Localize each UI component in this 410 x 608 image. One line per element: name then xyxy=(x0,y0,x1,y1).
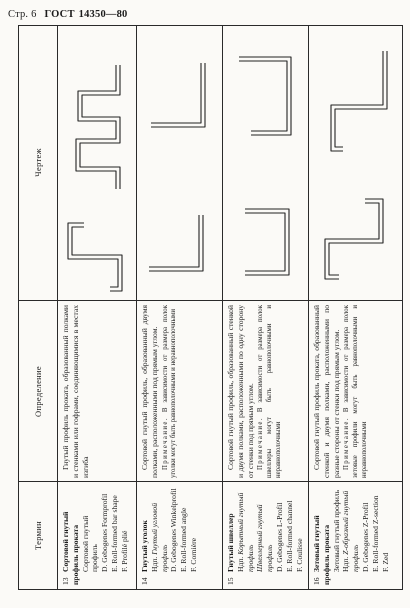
not-recommended-label: Ндп. xyxy=(235,556,245,572)
note-label: Примечание. xyxy=(343,417,351,470)
term-title: Гнутый швеллер xyxy=(226,513,235,572)
term-translation: E. Roll-formed angle xyxy=(179,507,189,572)
term-translation: E. Roll-formed bar shape xyxy=(109,495,119,572)
term-translation: D. Gebogenes Z-Profil xyxy=(360,502,370,572)
term-translation: F. Profilé plié xyxy=(119,530,129,572)
column-header-term: Термин xyxy=(33,520,43,551)
term-translation: E. Roll-formed Z-section xyxy=(370,495,380,572)
definition-cell-15 xyxy=(223,301,288,482)
term-title: Зетовый гнутый профиль проката xyxy=(312,515,331,585)
row-number: 14 xyxy=(140,577,149,585)
terms-table xyxy=(18,25,403,590)
definition-text: Гнутый профиль проката, образованный полками и стенками или гофрами, соединяющимися в местах изгиба xyxy=(61,305,90,478)
term-cell-14 xyxy=(137,482,201,589)
definition-cell-13 xyxy=(58,301,94,482)
term-synonym: Сортовой гнутый профиль xyxy=(80,515,100,572)
column-header-drawing: Чертеж xyxy=(33,148,43,177)
note-label: Примечание. xyxy=(257,417,265,470)
rotated-table xyxy=(18,25,403,590)
bar-shape-drawing xyxy=(58,24,136,301)
drawing-cell-14 xyxy=(137,24,222,301)
note-text: В зависимости от размера полок зетовые профили могут быть равнополочными и неравнополочными xyxy=(343,305,368,478)
definition-cell-16 xyxy=(309,301,374,482)
row-number: 15 xyxy=(226,577,235,585)
term-translation: E. Roll-formed channel xyxy=(284,500,294,572)
term-synonym: Зетовый гнутый профиль xyxy=(331,489,341,572)
page-number: Стр. 6 xyxy=(8,9,37,20)
not-recommended-label: Ндп. xyxy=(341,556,351,572)
definition-cell-14 xyxy=(137,301,183,482)
term-translation: D. Gebogenes Winkelprofil xyxy=(169,488,179,572)
page-header xyxy=(8,9,128,20)
standard-number: 14350—80 xyxy=(78,9,128,20)
note-text: В зависимости от размера полок уголки могут быть равнополочными и неравнополочными xyxy=(161,305,178,478)
term-translation: D. Gebogenes Formprofil xyxy=(100,493,110,572)
term-title: Гнутый уголок xyxy=(140,520,149,572)
channel-drawing xyxy=(223,24,308,301)
term-translation: F. Coulisse xyxy=(294,538,304,572)
term-translation: D. Gebogenes L-Profil xyxy=(274,502,284,572)
term-not-recommended: Z-образный гнутый профиль xyxy=(341,490,361,572)
standard-name: ГОСТ xyxy=(44,9,75,20)
drawing-cell-16 xyxy=(309,24,404,301)
definition-text: Сортовой гнутый профиль, образованный двумя полками, расположенными под прямым углом. xyxy=(140,305,159,478)
term-not-recommended: Швеллерный гнутый профиль xyxy=(255,504,275,572)
row-number: 16 xyxy=(312,577,321,585)
term-not-recommended: Гнутый угловой профиль xyxy=(149,503,169,572)
term-cell-13 xyxy=(58,482,132,589)
note-label: Примечание. xyxy=(161,417,169,470)
definition-text: Сортовой гнутый профиль, образованный стенкой и двумя полками, расположенными по одну сторону от стенки под прямым углом. xyxy=(226,305,255,478)
term-cell-15 xyxy=(223,482,306,589)
z-section-drawing xyxy=(309,24,404,301)
term-title: Сортовой гнутый профиль проката xyxy=(61,511,80,585)
note-text: В зависимости от размера полок швеллеры могут быть равнополочными и неравнополочными xyxy=(257,305,282,478)
term-translation: F. Zed xyxy=(380,552,390,572)
row-number: 13 xyxy=(61,577,70,585)
not-recommended-label: Ндп. xyxy=(149,556,159,572)
term-not-recommended: Корытный гнутый профиль xyxy=(235,492,255,572)
drawing-cell-13 xyxy=(58,24,136,301)
term-translation: F. Cornière xyxy=(188,538,198,572)
drawing-cell-15 xyxy=(223,24,308,301)
definition-text: Сортовой гнутый профиль проката, образованный стенкой и двумя полками, расположенными по разные стороны от стенки под прямым углом. xyxy=(312,305,341,478)
angle-drawing xyxy=(137,24,222,301)
term-cell-16 xyxy=(309,482,392,589)
column-header-definition: Определение xyxy=(33,366,43,417)
